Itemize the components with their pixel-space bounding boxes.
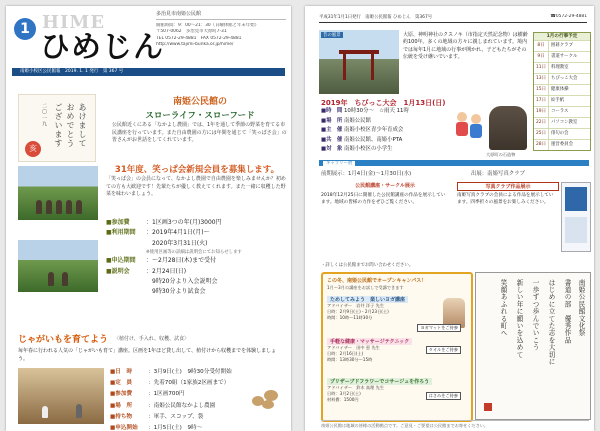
campus-note-tag: ヨガマットをご持参 [417,324,461,332]
campus-line: 時間：13時30分～15時 [327,357,373,363]
festival-label: ■場 所 [321,117,343,124]
info-value: ：2月24日(日) [146,267,187,275]
info-label [106,277,146,287]
gallery-left-body: 2018年12月25日に開催した公民館講座の作品を展示しています。地域の皆様の力作をぜひご覧ください。 [321,193,446,206]
calendar-heading: 1月の行事予定 [534,33,590,40]
campus-section-massage [327,338,465,364]
festival-label: ■主 催 [321,127,343,133]
calendar-row [534,40,590,51]
info-value: 9時30分より試食会 [146,288,206,296]
potato-label: ■参加費 [110,391,133,398]
campus-title: この冬、南姫公民館でオープンキャンパス！ [327,278,427,284]
shrine-text: 大原、神明神社のクスノキ（市指定天然記念物）は樹齢約100年。多くの地域の方々に親しまれています。境内では毎年1月に地域の行事が開かれ、子どもたちがその伝統を受け継いでいます。 [403,32,528,61]
issue-number-badge: 1 [14,18,36,40]
masthead-title: ひめじん [40,30,164,65]
masthead [6,6,291,86]
potato-value: ：1区画700円 [148,391,185,398]
statue-caption: 大原町の石造物 [486,152,516,157]
calendar-date: 9日 [534,52,549,62]
potato-illustration [250,388,280,410]
calendar-date: 19日 [534,107,549,117]
publisher-contact [156,23,286,48]
calendar-date: 8日 [534,41,549,51]
calligraphy-column: 南姫公民館文化祭 [577,279,585,337]
calligraphy-column: 書道の部 優秀作品 [563,279,571,344]
campus-section-yoga [327,296,465,330]
campus-line: アドバイザー 岩井 洋子 先生 [327,303,385,308]
gallery-right-title: 写真クラブ作品展示 [457,182,559,191]
calligraphy-panel [475,272,591,420]
potato-tag: 〈植付け、手入れ、収穫、試食〉 [114,336,190,342]
gallery-date-left: 前期展示：1月4日(金)～1月30日(水) [321,171,412,177]
flyer-header-block [565,187,587,211]
campus-line: 日時：3月2日(土) [327,391,361,397]
publisher-phone: TEL 0572-29-4881 FAX 0572-29-4881 [156,35,242,41]
event-calendar [533,32,591,151]
slow-life-body: 公民館近くにある「なかよし農園」では、1年を通して季節の野菜を育てる市民講座を行っています。また自由農園の方には年間を通じて「笑っぱさ会」の皆さんがお世話をしてくれています。 [112,122,287,143]
festival-info-list [321,107,443,155]
publisher-hours: 開館時間：9：00～21：30（日曜休館と年末年始） [156,23,259,28]
person-figure [46,200,52,214]
calendar-date: 13日 [534,74,549,84]
potato-shape [262,400,274,409]
calendar-date: 28日 [534,140,549,150]
calendar-row [534,62,590,73]
potato-row [110,423,286,431]
info-row [106,218,288,228]
potato-title: じゃがいもを育てよう [18,335,109,345]
gallery-right-body: 南姫写真クラブの会員による作品を展示しています。四季折々の風景をお楽しみください。 [457,193,554,206]
info-value: 9時20分より入会説明会 [146,278,218,286]
calendar-row [534,73,590,84]
festival-row [321,136,443,146]
child-head-icon [457,112,467,122]
info-label: ■説明会 [106,267,130,275]
potato-harvest-photo [18,368,104,424]
calligraphy-column: 新しい年に願いを込めて [515,279,523,359]
potato-row [110,367,286,378]
festival-title: 2019年 ちびっこ大会 1月13日(日) [321,99,446,107]
potato-value: ：南姫公民館なかよし農園 [148,402,216,409]
calendar-event: 書道サークル [551,54,578,59]
calendar-row [534,95,590,106]
publisher-name: 多治見市南姫公民館 [156,10,286,20]
festival-row [321,107,443,117]
potato-value: ：先着70組（1家族2区画まで） [148,380,230,387]
festival-row [321,126,443,136]
festival-value: 10時30分～ ☆雨天 11時 [343,108,409,114]
greeting-line: ございます [54,103,63,148]
shrine-photo [319,30,399,94]
greeting-line: おめでとう [66,103,75,148]
potato-value: ：1月5日(土) 9時～ [148,425,203,431]
gallery-date-right: 出展：南姫写真クラブ [471,171,525,177]
info-value: 2020年3月31日(火) [146,239,208,247]
potato-row [110,412,286,423]
calendar-date: 25日 [534,129,549,139]
campus-note-tag: タオルをご持参 [426,346,461,354]
issue-info-bar: 南姫小校区公民館報 2019. 1. 1 発行 第 367 号 [12,68,285,76]
publisher-box [156,10,286,48]
campus-line: 時間：10時～11時30分 [327,315,373,321]
campus-line: 材料費：1500円 [327,397,359,403]
campus-section-flower [327,378,465,404]
potato-label: ■場 所 [110,402,133,409]
calendar-event: 健康体操 [551,87,569,92]
recruit-body: 「笑っぱ会」の会員になって、なかよし農園で自由農園を楽しみませんか？初めての方も大歓迎です！先輩たちが優しく教えてくれます。また一緒に収穫した野菜を味わいましょう。 [106,176,286,197]
calendar-date: 22日 [534,118,549,128]
child-body-icon [456,122,468,136]
calligraphy-column: 笑顔あふれる町へ [499,279,507,337]
child-head-icon [471,114,481,124]
calendar-event: 俳句の会 [551,131,569,136]
potato-label: ■定 員 [110,380,133,387]
potato-label: ■持ち物 [110,413,133,420]
info-row [106,267,288,277]
calligraphy-column: 一歩ずつ歩んでいこう [531,279,539,351]
person-figure [48,272,54,286]
info-value: ：1区画3つの年(月)3000円 [146,219,222,226]
gallery-bar [319,160,589,166]
info-value: ：～2月28日(木)まで受付 [146,257,217,265]
festival-row [321,145,443,155]
red-seal-stamp [484,403,492,411]
campus-note-tag: はさみをご持参 [426,392,461,400]
right-page-header [319,14,587,23]
info-row [106,287,288,297]
calendar-row [534,117,590,128]
gallery-dates [321,169,587,177]
festival-value: 南姫公民館、南姫小PTA [343,136,403,143]
info-value: ：2019年4月1日(月)～ [146,229,210,237]
festival-value: 南姫小校区の小学生 [343,146,393,152]
campus-line: 日時：2月9日(土)・2月23日(土) [327,309,389,315]
recruit-info-list [106,218,288,298]
campus-line: 日時：2月16日(土) [327,351,364,357]
info-row [106,239,288,249]
right-header-phone: ☎0572-29-4881 [550,14,587,19]
info-label [106,239,146,249]
potato-value: ：3月9日(土) 9時30分受付開始 [148,369,232,375]
potato-body: 毎年春に行われる人気の「じゃがいも育て」講座。区画を1年ほど貸し出して、植付けから収穫までを体験しましょう。 [18,348,277,362]
info-label: ■参加費 [106,219,130,226]
right-page-footer: 南姫公民館は地域の皆様の活動拠点です。ご意見・ご要望は公民館までお寄せください。 [321,420,589,429]
campus-line: アドバイザー 田中 恵 先生 [327,345,380,350]
campus-line: アドバイザー 鈴木 真理 先生 [327,385,385,390]
calendar-event: 絵手紙 [551,98,565,103]
kids-illustration [453,110,485,144]
calendar-event: 料理教室 [551,65,569,70]
potato-value: ：軍手、スコップ、袋 [148,413,204,420]
campus-section-title: 手軽な健康・マッサージテクニック [327,338,412,345]
festival-value: 南姫公民館 [343,117,371,124]
info-label [106,287,146,297]
festival-label: ■共 催 [321,136,343,143]
flyer-body-block [565,217,587,243]
slow-life-title [112,94,288,121]
gallery-left-title: 公民館講座・サークル展示 [355,183,415,189]
potato-label: ■日 時 [110,369,133,375]
side-flyer-thumbnail[interactable] [561,182,591,252]
publisher-url[interactable]: http://www.tajimi-bunka.or.jp/hime/ [156,41,234,47]
calendar-event: 運営委員会 [551,142,573,147]
info-row [106,277,288,287]
recruit-title: 31年度、笑っぱ会新規会員を募集します。 [114,165,280,175]
info-row [106,256,288,266]
festival-label: ■対 象 [321,146,343,152]
right-page [305,6,594,431]
info-label: ■利用期間 [106,229,136,237]
potato-label: ■申込開始 [110,425,138,431]
boar-stamp-icon: 亥 [25,141,41,157]
info-row [106,228,288,238]
shrine-photo-label: 昔の風景 [323,33,341,38]
greeting-line: あけまして [78,103,87,148]
slow-life-heading: 南姫公民館の [172,97,227,107]
right-header-text: 平成31年1月1日発行 南姫公民館報 ひめじん 第367号 [319,15,433,20]
info-note: ※使用区画等の詳細は説明会にてお知らせします [146,250,242,256]
farm-field-photo [18,240,98,292]
calendar-row [534,128,590,139]
stone-statue-photo [489,106,527,150]
gallery-note: ・詳しくは公民館までお問い合わせください。 [321,263,414,268]
calendar-event: パソコン教室 [551,120,578,125]
greeting-year: 二〇一九 [41,103,47,127]
calendar-event: ちびっこ大会 [551,76,578,81]
calendar-row [534,106,590,117]
festival-value: 南姫小校区青少年育成会 [343,127,404,133]
person-figure [66,200,72,214]
masthead-ghost-text: HIME [42,12,106,33]
campus-subtitle: 1月～3月の講座をお試しで受講できます [327,285,404,290]
slow-life-subheading: スローライフ・スローフード [145,111,255,121]
calendar-row [534,139,590,150]
festival-label: ■時 間 [321,108,343,114]
person-figure [36,200,42,214]
campus-section-title: プリザーブドフラワーでコサージュを作ろう [327,378,432,385]
person-figure [76,404,82,418]
info-label: ■申込期間 [106,257,136,265]
calendar-row [534,51,590,62]
person-figure [42,406,48,418]
calendar-event: 囲碁クラブ [551,43,573,48]
calendar-date: 11日 [534,63,549,73]
child-body-icon [470,124,482,138]
left-page [6,6,291,431]
festival-row [321,117,443,127]
person-figure [62,272,68,286]
calligraphy-column: はじめに立てた志を大切に [547,279,555,366]
person-figure [76,200,82,214]
torii-pillar [371,50,374,80]
publisher-address: 〒507-0062 多治見市大原町7-31 [156,29,227,35]
calendar-date: 15日 [534,85,549,95]
calendar-row [534,84,590,95]
person-figure [56,200,62,214]
calendar-date: 17日 [534,96,549,106]
torii-pillar [343,50,346,80]
open-campus-box [321,272,473,422]
new-year-greeting-card [18,94,96,162]
calendar-event: コーラス [551,109,569,114]
gallery-label: ギャラリー展 [323,161,355,167]
campus-section-title: ためしてみよう 楽しいヨガ講座 [327,296,408,303]
farm-group-photo [18,166,98,220]
